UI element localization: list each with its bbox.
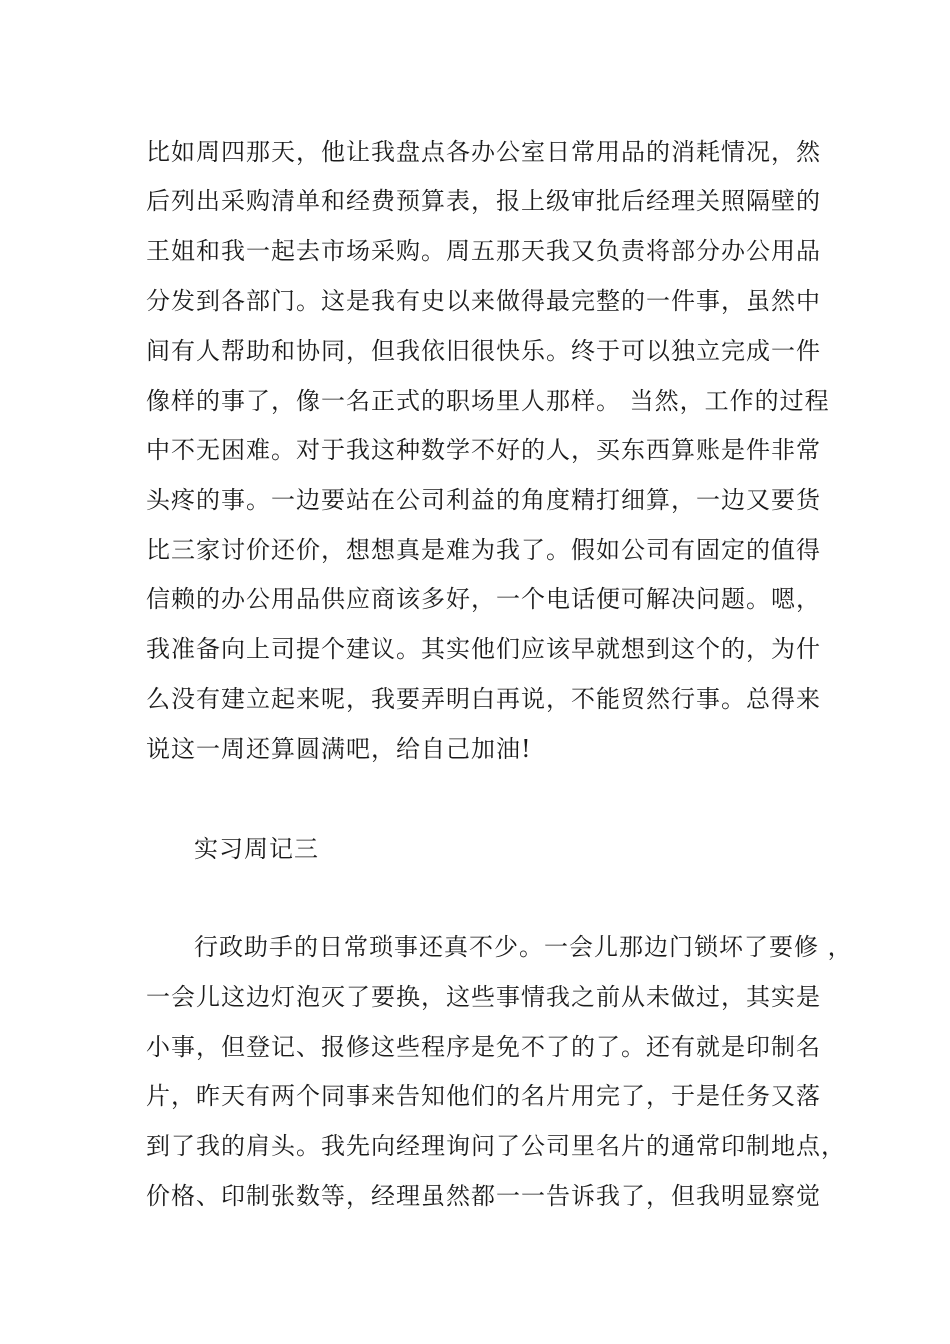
- text-line: 分发到各部门。这是我有史以来做得最完整的一件事，虽然中: [146, 287, 821, 315]
- section-heading: 实习周记三: [194, 835, 319, 863]
- text-line: 说这一周还算圆满吧，给自己加油!: [146, 735, 532, 763]
- text-line: 信赖的办公用品供应商该多好，一个电话便可解决问题。嗯，: [146, 585, 821, 613]
- text-line: 中不无困难。对于我这种数学不好的人，买东西算账是件非常: [146, 436, 821, 464]
- text-line: 后列出采购清单和经费预算表，报上级审批后经理关照隔壁的: [146, 187, 821, 215]
- text-line: 行政助手的日常琐事还真不少。一会儿那边门锁坏了要修 ，: [194, 933, 853, 961]
- text-line: 我准备向上司提个建议。其实他们应该早就想到这个的，为什: [146, 635, 821, 663]
- text-line: 到了我的肩头。我先向经理询问了公司里名片的通常印制地点，: [146, 1132, 846, 1160]
- text-line: 间有人帮助和协同，但我依旧很快乐。终于可以独立完成一件: [146, 337, 821, 365]
- text-line: 片，昨天有两个同事来告知他们的名片用完了，于是任务又落: [146, 1082, 821, 1110]
- text-line: 么没有建立起来呢，我要弄明白再说，不能贸然行事。总得来: [146, 685, 821, 713]
- text-line: 像样的事了，像一名正式的职场里人那样。 当然，工作的过程: [146, 387, 830, 415]
- text-line: 头疼的事。一边要站在公司利益的角度精打细算，一边又要货: [146, 486, 821, 514]
- text-line: 王姐和我一起去市场采购。周五那天我又负责将部分办公用品: [146, 237, 821, 265]
- text-line: 比如周四那天，他让我盘点各办公室日常用品的消耗情况，然: [146, 138, 821, 166]
- text-line: 比三家讨价还价，想想真是难为我了。假如公司有固定的值得: [146, 536, 821, 564]
- text-line: 小事，但登记、报修这些程序是免不了的了。还有就是印制名: [146, 1033, 821, 1061]
- text-line: 一会儿这边灯泡灭了要换，这些事情我之前从未做过，其实是: [146, 983, 821, 1011]
- text-line: 价格、印制张数等，经理虽然都一一告诉我了，但我明显察觉: [146, 1182, 821, 1210]
